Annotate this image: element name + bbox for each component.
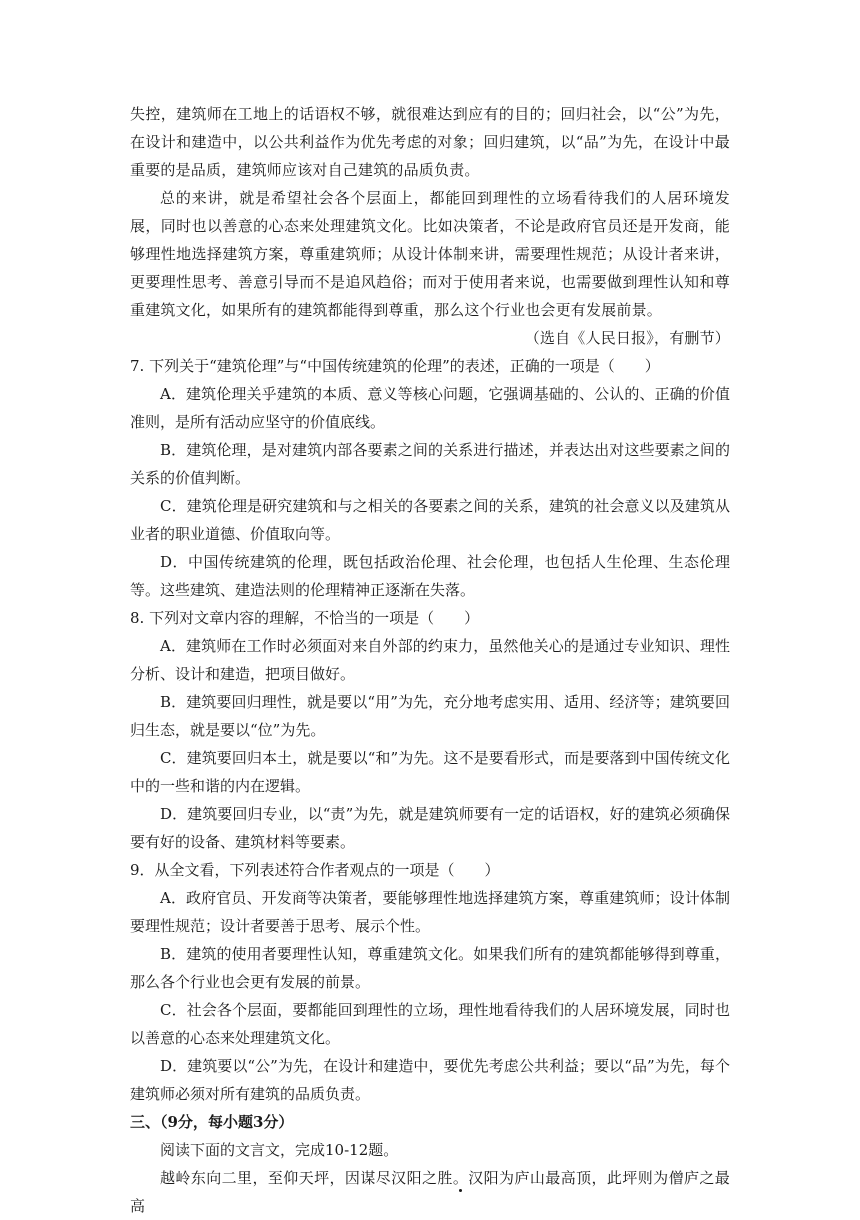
classical-text-part-1: 越岭东向二里，至仰天坪，因谋尽汉阳之胜 (160, 1169, 453, 1187)
question-9 (130, 856, 730, 1108)
option-c: C．建筑伦理是研究建筑和与之相关的各要素之间的关系，建筑的社会意义以及建筑从业者的职业道德、价值取向等。 (130, 497, 730, 543)
option-b: B．建筑的使用者要理性认知，尊重建筑文化。如果我们所有的建筑都能够得到尊重，那么各个行业也会更有发展的前景。 (130, 945, 730, 991)
option-d: D．建筑要以“公”为先，在设计和建造中，要优先考虑公共利益；要以“品”为先，每个建筑师必须对所有建筑的品质负责。 (130, 1057, 730, 1103)
option-a: A．政府官员、开发商等决策者，要能够理性地选择建筑方案，尊重建筑师；设计体制要理性规范；设计者要善于思考、展示个性。 (130, 889, 730, 935)
section-header: 三、（9分，每小题3分） (130, 1113, 294, 1131)
option-c: C．建筑要回归本土，就是要以“和”为先。这不是要看形式，而是要落到中国传统文化中的一些和谐的内在逻辑。 (130, 749, 730, 795)
question-8 (130, 604, 730, 856)
option-c: C．社会各个层面，要都能回到理性的立场，理性地看待我们的人居环境发展，同时也以善意的心态来处理建筑文化。 (130, 1001, 730, 1047)
intro-paragraph-2: 总的来讲，就是希望社会各个层面上，都能回到理性的立场看待我们的人居环境发展，同时也以善意的心态来处理建筑文化。比如决策者，不论是政府官员还是开发商，能够理性地选择建筑方案，尊重建筑师；从设计体制来讲，需要理性规范；从设计者来讲，更要理性思考、善意引导而不是追风趋俗；而对于使用者来说，也需要做到理性认知和尊重建筑文化，如果所有的建筑都能得到尊重，那么这个行业也会更有发展前景。 (130, 189, 730, 319)
question-7 (130, 352, 730, 604)
document-page (130, 100, 730, 1220)
intro-paragraph-1: 失控，建筑师在工地上的话语权不够，就很难达到应有的目的；回归社会，以“公”为先，在设计和建造中，以公共利益作为优先考虑的对象；回归建筑，以“品”为先，在设计中最重要的是品质，建筑师应该对自己建筑的品质负责。 (130, 105, 730, 179)
option-b: B．建筑伦理，是对建筑内部各要素之间的关系进行描述，并表达出对这些要素之间的关系的价值判断。 (130, 441, 730, 487)
emphasis-dot-mark: 。 (452, 1169, 469, 1187)
classical-text-part-2: 汉阳为庐山最高顶，此坪则为僧庐之最高 (130, 1169, 731, 1215)
article-source: （选自《人民日报》，有删节） (524, 329, 730, 347)
question-stem: 9．从全文看，下列表述符合作者观点的一项是（ ） (130, 861, 500, 879)
option-a: A．建筑伦理关乎建筑的本质、意义等核心问题，它强调基础的、公认的、正确的价值准则，是所有活动应坚守的价值底线。 (130, 385, 730, 431)
option-a: A．建筑师在工作时必须面对来自外部的约束力，虽然他关心的是通过专业知识、理性分析、设计和建造，把项目做好。 (130, 637, 730, 683)
classical-text (130, 1164, 730, 1220)
option-b: B．建筑要回归理性，就是要以“用”为先，充分地考虑实用、适用、经济等；建筑要回归生态，就是要以“位”为先。 (130, 693, 730, 739)
question-stem: 8. 下列对文章内容的理解，不恰当的一项是（ ） (130, 609, 480, 627)
section-instruction: 阅读下面的文言文，完成10-12题。 (160, 1141, 399, 1159)
option-d: D．中国传统建筑的伦理，既包括政治伦理、社会伦理，也包括人生伦理、生态伦理等。这些建筑、建造法则的伦理精神正逐渐在失落。 (130, 553, 730, 599)
option-d: D．建筑要回归专业，以“责”为先，就是建筑师要有一定的话语权，好的建筑必须确保要有好的设备、建筑材料等要素。 (130, 805, 730, 851)
question-stem: 7. 下列关于“建筑伦理”与“中国传统建筑的伦理”的表述，正确的一项是（ ） (130, 357, 660, 375)
